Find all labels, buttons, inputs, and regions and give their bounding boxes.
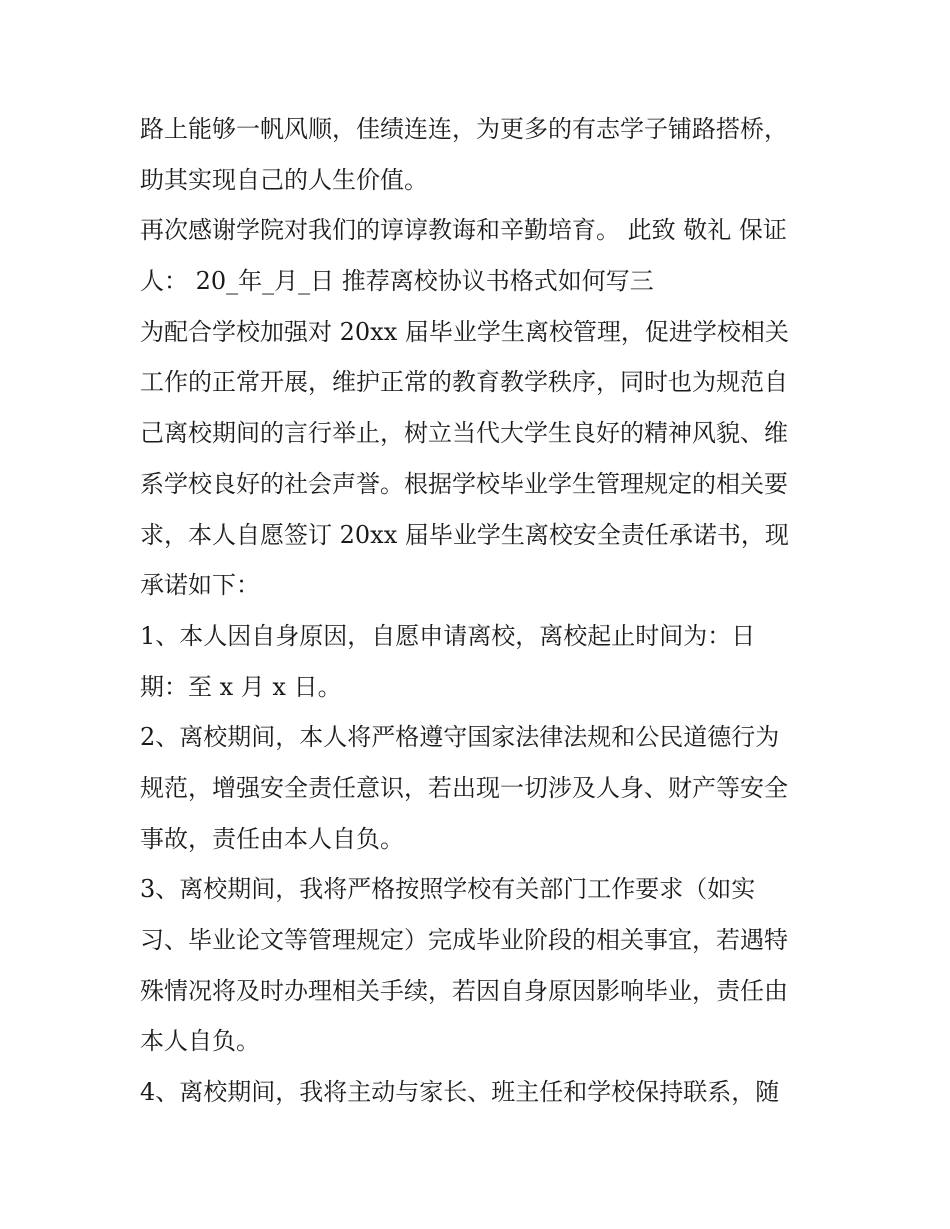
text-line: 助其实现自己的人生价值。 bbox=[140, 165, 428, 194]
text-line: 路上能够一帆风顺，佳绩连连，为更多的有志学子铺路搭桥， bbox=[140, 115, 788, 143]
text-line: 系学校良好的社会声誉。根据学校毕业学生管理规定的相关要 bbox=[140, 469, 788, 498]
text-line: 己离校期间的言行举止，树立当代大学生良好的精神风貌、维 bbox=[140, 419, 788, 448]
text-line: 再次感谢学院对我们的谆谆教诲和辛勤培育。 此致 敬礼 保证 bbox=[140, 216, 787, 245]
text-line: 规范，增强安全责任意识，若出现一切涉及人身、财产等安全 bbox=[140, 773, 788, 802]
text-line: 人： 20_年_月_日 推荐离校协议书格式如何写三 bbox=[140, 267, 654, 296]
text-line: 求，本人自愿签订 20xx 届毕业学生离校安全责任承诺书，现 bbox=[140, 520, 789, 549]
document-body bbox=[140, 104, 820, 1118]
text-line: 事故，责任由本人自负。 bbox=[140, 824, 404, 853]
text-line: 殊情况将及时办理相关手续，若因自身原因影响毕业，责任由 bbox=[140, 976, 788, 1005]
text-line: 3、离校期间，我将严格按照学校有关部门工作要求（如实 bbox=[140, 875, 756, 904]
text-line: 承诺如下： bbox=[140, 571, 260, 600]
text-line: 4、离校期间，我将主动与家长、班主任和学校保持联系，随 bbox=[140, 1078, 780, 1107]
text-line: 期：至 x 月 x 日。 bbox=[140, 672, 342, 701]
text-line: 习、毕业论文等管理规定）完成毕业阶段的相关事宜，若遇特 bbox=[140, 926, 788, 954]
text-line: 本人自负。 bbox=[140, 1027, 260, 1056]
text-line: 2、离校期间，本人将严格遵守国家法律法规和公民道德行为 bbox=[140, 723, 780, 752]
text-line: 工作的正常开展，维护正常的教育教学秩序，同时也为规范自 bbox=[140, 368, 788, 397]
text-line: 1、本人因自身原因，自愿申请离校，离校起止时间为：日 bbox=[140, 621, 756, 650]
text-line: 为配合学校加强对 20xx 届毕业学生离校管理，促进学校相关 bbox=[140, 317, 789, 346]
